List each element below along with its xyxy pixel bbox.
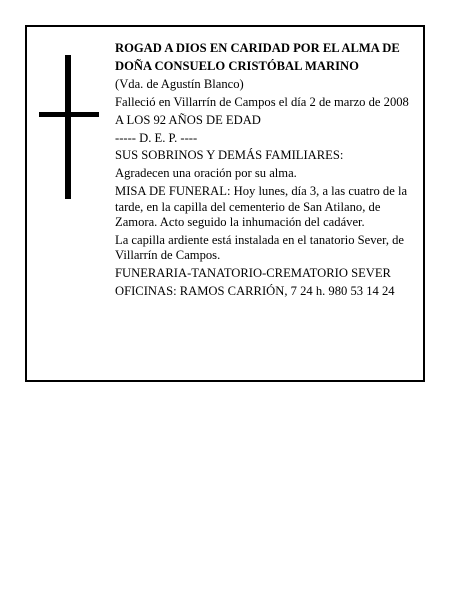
death-details: Falleció en Villarrín de Campos el día 2 de marzo de 2008: [115, 94, 409, 109]
widow-of: (Vda. de Agustín Blanco): [115, 76, 244, 91]
cross-horizontal-bar: [39, 112, 99, 117]
mourners-line: SUS SOBRINOS Y DEMÁS FAMILIARES:: [115, 148, 344, 163]
deceased-name: DOÑA CONSUELO CRISTÓBAL MARINO: [115, 58, 359, 73]
funeral-home: FUNERARIA-TANATORIO-CREMATORIO SEVER: [115, 266, 391, 281]
cross-icon: [39, 55, 99, 199]
age-line: A LOS 92 AÑOS DE EDAD: [115, 112, 261, 127]
notice-text: [115, 41, 421, 302]
funeral-mass: MISA DE FUNERAL: Hoy lunes, día 3, a las cuatro de la tarde, en la capilla del cementerio de San Atilano, de Zamora. Acto seguido la inhumación del cadáver.: [115, 184, 408, 230]
chapel-info: La capilla ardiente está instalada en el tanatorio Sever, de Villarrín de Campos.: [115, 232, 405, 263]
prayer-request: Agradecen una oración por su alma.: [115, 166, 297, 181]
offices-info: OFICINAS: RAMOS CARRIÓN, 7 24 h. 980 53 14 24: [115, 284, 395, 299]
obituary-notice: [25, 25, 425, 382]
notice-heading: ROGAD A DIOS EN CARIDAD POR EL ALMA DE: [115, 41, 400, 55]
rip-line: ----- D. E. P. ----: [115, 130, 198, 145]
cross-vertical-bar: [65, 55, 71, 199]
